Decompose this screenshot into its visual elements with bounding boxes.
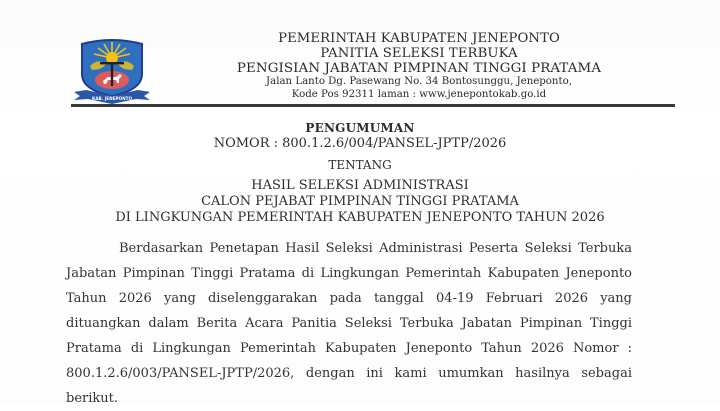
letterhead-government: PEMERINTAH KABUPATEN JENEPONTO: [278, 31, 560, 46]
announcement-subject-line-1: HASIL SELEKSI ADMINISTRASI: [251, 178, 469, 193]
announcement-subject-line-3: DI LINGKUNGAN PEMERINTAH KABUPATEN JENEPONTO TAHUN 2026: [115, 210, 605, 225]
announcement-heading: PENGUMUMAN: [305, 121, 415, 135]
body-paragraph: Berdasarkan Penetapan Hasil Seleksi Administrasi Peserta Seleksi Terbuka Jabatan Pimpinan Tinggi Pratama di Lingkungan Pemerintah Kabupaten Jeneponto Tahun 2026 yang diselenggarakan pada tanggal 04-19 Februari 2026 yang dituangkan dalam Berita Acara Panitia Seleksi Terbuka Jabatan Pimpinan Tinggi Pratama di Lingkungan Pemerintah Kabupaten Jeneponto Tahun 2026 Nomor : 800.1.2.6/003/PANSEL-JPTP/2026, dengan ini kami umumkan hasilnya sebagai berikut.: [66, 241, 632, 406]
letterhead-position: PENGISIAN JABATAN PIMPINAN TINGGI PRATAMA: [236, 61, 602, 76]
announcement-number: NOMOR : 800.1.2.6/004/PANSEL-JPTP/2026: [213, 136, 507, 151]
announcement-subject-line-2: CALON PEJABAT PIMPINAN TINGGI PRATAMA: [201, 194, 519, 209]
letterhead-divider: [71, 104, 675, 107]
letterhead-postal-website: Kode Pos 92311 laman : www.jenepontokab.go.id: [291, 88, 547, 100]
coat-of-arms-icon: [72, 36, 152, 104]
announcement-about-label: TENTANG: [328, 158, 392, 172]
letterhead-address: Jalan Lanto Dg. Pasewang No. 34 Bontosunggu, Jeneponto,: [266, 76, 572, 87]
announcement-body: [66, 236, 632, 411]
logo-caption: KAB. JENEPONTO: [91, 96, 133, 101]
announcement-title: [60, 121, 660, 226]
letterhead-committee: PANITIA SELEKSI TERBUKA: [320, 46, 518, 61]
regency-logo: [72, 36, 152, 104]
letterhead: [186, 31, 652, 101]
